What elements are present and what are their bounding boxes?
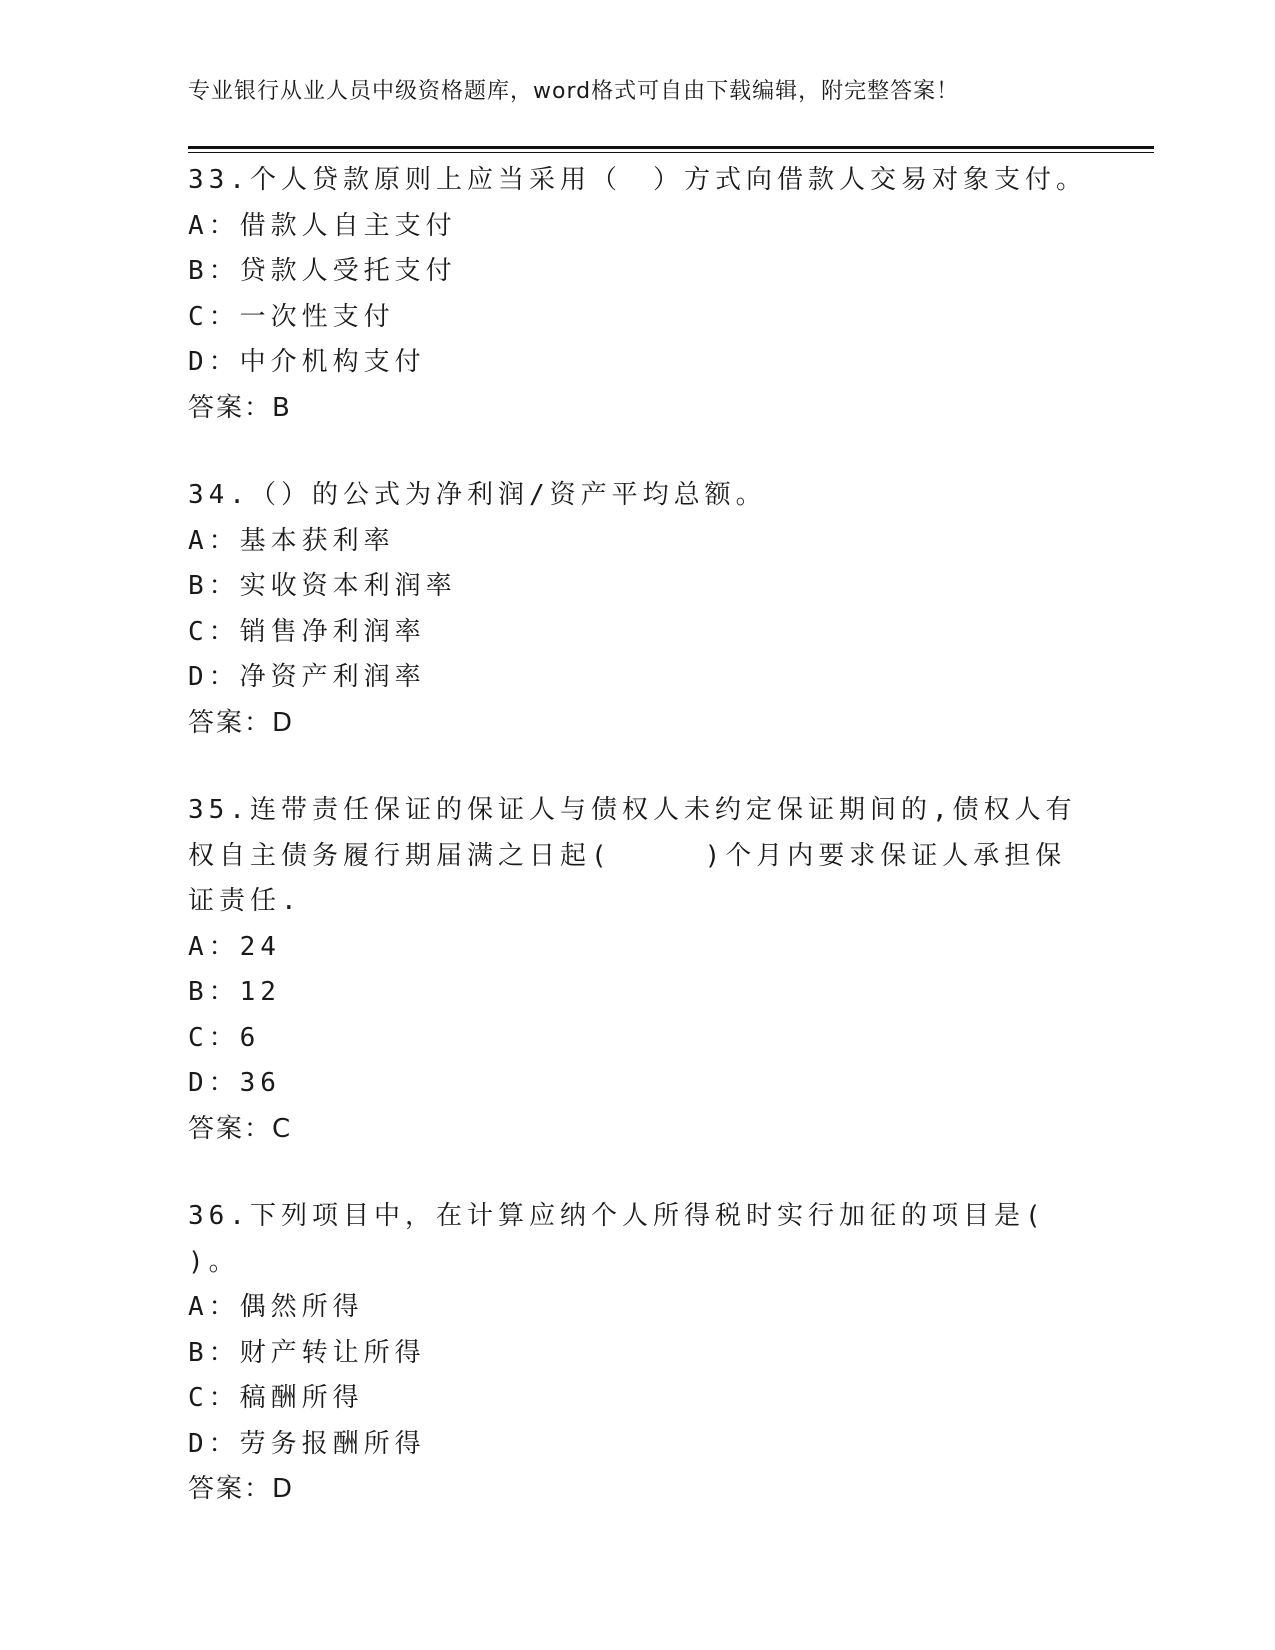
option-b: B：财产转让所得 xyxy=(188,1337,426,1368)
option-c: C：稿酬所得 xyxy=(188,1383,364,1413)
option-b: B：实收资本利润率 xyxy=(188,571,457,601)
option-c: C：销售净利润率 xyxy=(188,616,426,647)
option-a: A：24 xyxy=(188,931,281,962)
option-c: C：6 xyxy=(188,1022,261,1053)
option-a: A：偶然所得 xyxy=(188,1292,364,1322)
page-header: 专业银行从业人员中级资格题库，word格式可自由下载编辑，附完整答案！ xyxy=(188,79,960,104)
question-34 xyxy=(188,473,1088,746)
option-b: B：贷款人受托支付 xyxy=(188,256,457,286)
option-d: D：净资产利润率 xyxy=(188,662,426,692)
option-d: D：36 xyxy=(188,1068,281,1098)
option-b: B：12 xyxy=(188,977,281,1007)
option-a: A：借款人自主支付 xyxy=(188,210,457,241)
question-33 xyxy=(188,158,1088,431)
header-rule-thin xyxy=(188,152,1154,153)
question-stem: 35.连带责任保证的保证人与债权人未约定保证期间的,债权人有权自主债务履行期届满之日起( )个月内要求保证人承担保证责任. xyxy=(188,795,1077,916)
question-stem: 36.下列项目中，在计算应纳个人所得税时实行加征的项目是( )。 xyxy=(188,1201,1067,1277)
answer: 答案：B xyxy=(188,392,292,423)
question-list xyxy=(188,158,1088,1555)
option-a: A：基本获利率 xyxy=(188,525,395,556)
question-35 xyxy=(188,788,1088,1152)
answer: 答案：D xyxy=(188,707,295,738)
answer: 答案：C xyxy=(188,1113,293,1144)
question-stem: 33.个人贷款原则上应当采用（ ）方式向借款人交易对象支付。 xyxy=(188,165,1087,195)
option-d: D：劳务报酬所得 xyxy=(188,1428,426,1459)
question-stem: 34.（）的公式为净利润/资产平均总额。 xyxy=(188,480,767,510)
question-36 xyxy=(188,1194,1088,1513)
option-c: C：一次性支付 xyxy=(188,301,395,332)
header-rule-thick xyxy=(188,146,1154,149)
answer: 答案：D xyxy=(188,1474,295,1504)
option-d: D：中介机构支付 xyxy=(188,347,426,377)
